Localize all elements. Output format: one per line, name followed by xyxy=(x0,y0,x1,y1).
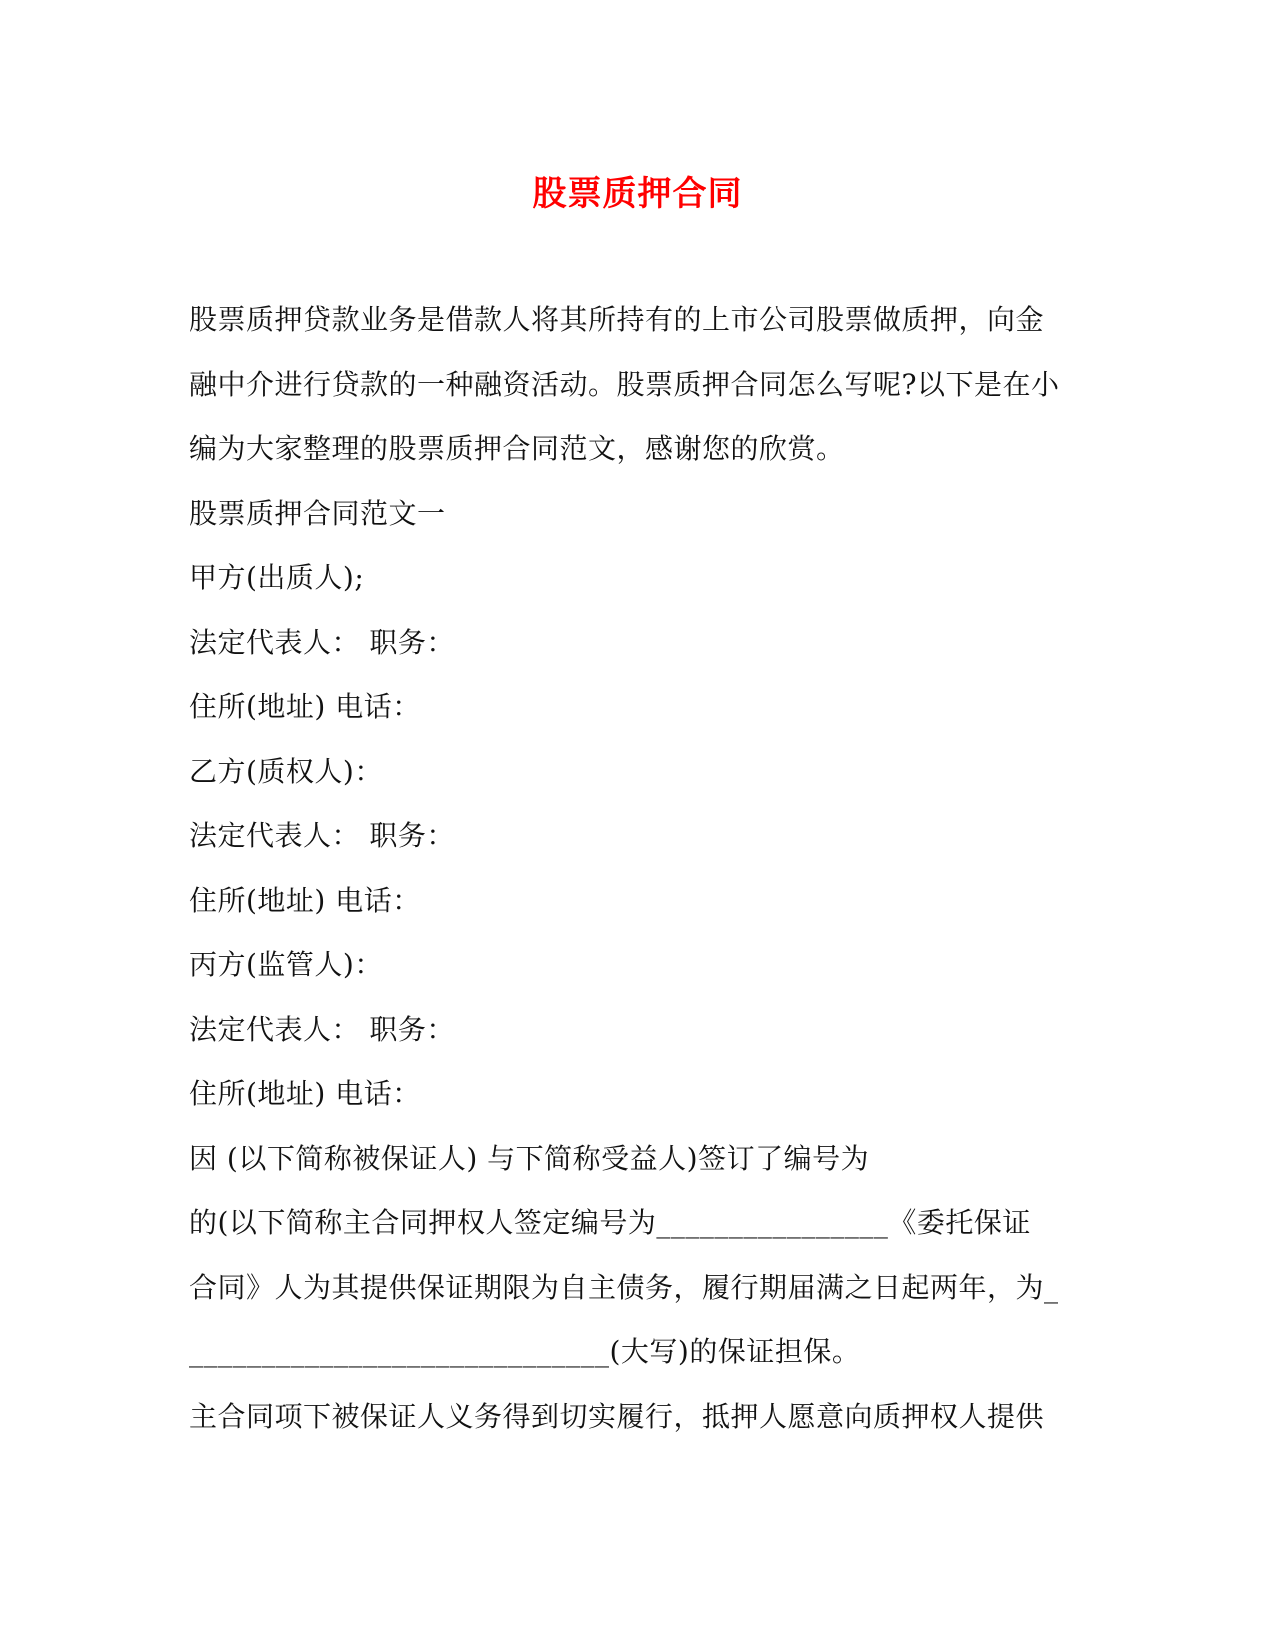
clause-line-4: _____________________________(大写)的保证担保。 xyxy=(189,1335,861,1368)
clause-line-5: 主合同项下被保证人义务得到切实履行，抵押人愿意向质押权人提供 xyxy=(189,1399,1045,1433)
clause-line-3: 合同》人为其提供保证期限为自主债务，履行期届满之日起两年，为_ xyxy=(189,1270,1059,1304)
clause-line-2: 的(以下简称主合同押权人签定编号为________________《委托保证 xyxy=(189,1206,1031,1239)
party-a-address: 住所(地址) 电话： xyxy=(189,690,421,723)
party-c-representative: 法定代表人： 职务： xyxy=(189,1012,455,1046)
intro-line-1: 股票质押贷款业务是借款人将其所持有的上市公司股票做质押，向金 xyxy=(189,303,1045,336)
document-body xyxy=(189,288,1089,1449)
party-b-representative: 法定代表人： 职务： xyxy=(189,819,455,852)
party-a-representative: 法定代表人： 职务： xyxy=(189,625,455,659)
party-a-label: 甲方(出质人); xyxy=(189,561,365,594)
party-c-address: 住所(地址) 电话： xyxy=(189,1077,421,1110)
party-c-label: 丙方(监管人)： xyxy=(189,948,383,981)
intro-line-3: 编为大家整理的股票质押合同范文，感谢您的欣赏。 xyxy=(189,432,845,465)
section-heading: 股票质押合同范文一 xyxy=(189,496,446,530)
document-title: 股票质押合同 xyxy=(532,174,743,214)
intro-line-2: 融中介进行贷款的一种融资活动。股票质押合同怎么写呢?以下是在小 xyxy=(189,367,1060,401)
party-b-address: 住所(地址) 电话： xyxy=(189,883,421,917)
clause-line-1: 因 (以下简称被保证人) 与下简称受益人)签订了编号为 xyxy=(189,1141,870,1175)
party-b-label: 乙方(质权人)： xyxy=(189,754,383,788)
